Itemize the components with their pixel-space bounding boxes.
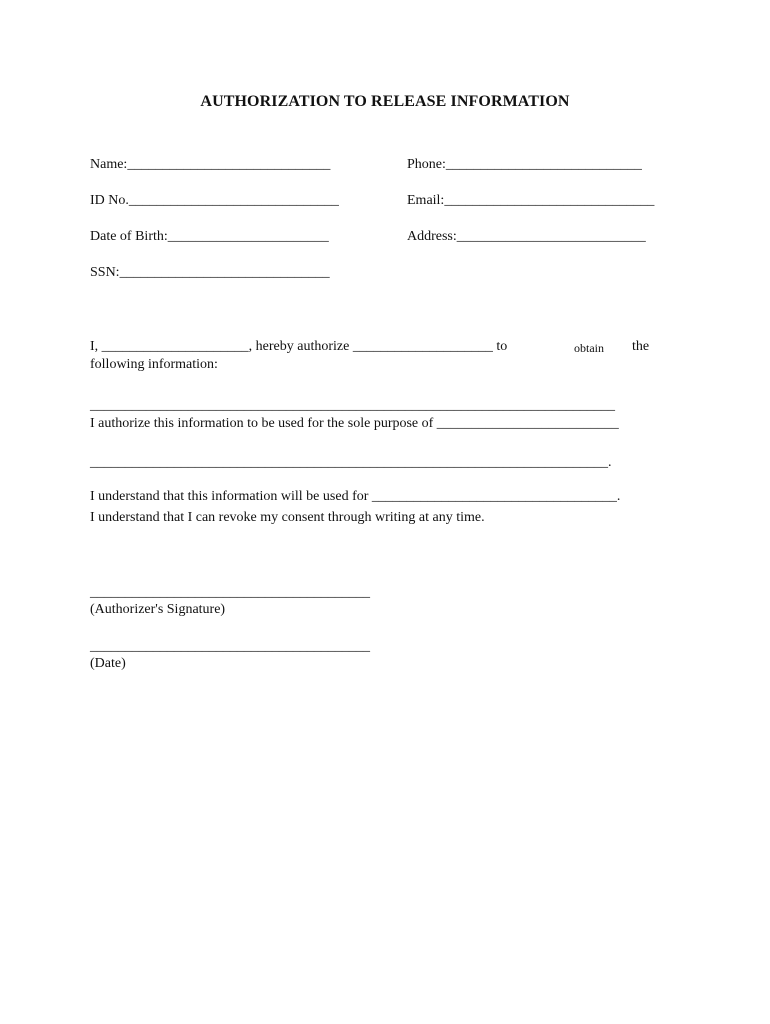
revoke-statement: I understand that I can revoke my consent through writing at any time. [90,510,485,525]
date-line[interactable]: ________________________________________ [90,639,370,654]
signature-label: (Authorizer's Signature) [90,602,226,617]
name-field[interactable]: Name:_____________________________ [90,157,331,172]
authorization-the-word: the [632,339,650,354]
authorization-following-text: following information: [90,357,218,372]
authorization-obtain-word: obtain [574,341,604,355]
purpose-blank-line[interactable]: __________________________________________________________________________. [90,455,612,470]
address-field[interactable]: Address:___________________________ [407,229,646,244]
use-statement[interactable]: I understand that this information will be used for ___________________________________. [90,489,621,504]
authorization-statement[interactable]: I, _____________________, hereby authorize ____________________ to [90,339,508,354]
date-label: (Date) [90,656,126,671]
purpose-statement[interactable]: I authorize this information to be used for the sole purpose of __________________________ [90,416,619,431]
date-of-birth-field[interactable]: Date of Birth:_______________________ [90,229,329,244]
id-number-field[interactable]: ID No.______________________________ [90,193,339,208]
ssn-field[interactable]: SSN:______________________________ [90,265,330,280]
phone-field[interactable]: Phone:____________________________ [407,157,642,172]
signature-line[interactable]: ________________________________________ [90,585,370,600]
email-field[interactable]: Email:______________________________ [407,193,655,208]
information-blank-line[interactable]: ___________________________________________________________________________ [90,398,615,413]
document-title: AUTHORIZATION TO RELEASE INFORMATION [200,93,570,110]
